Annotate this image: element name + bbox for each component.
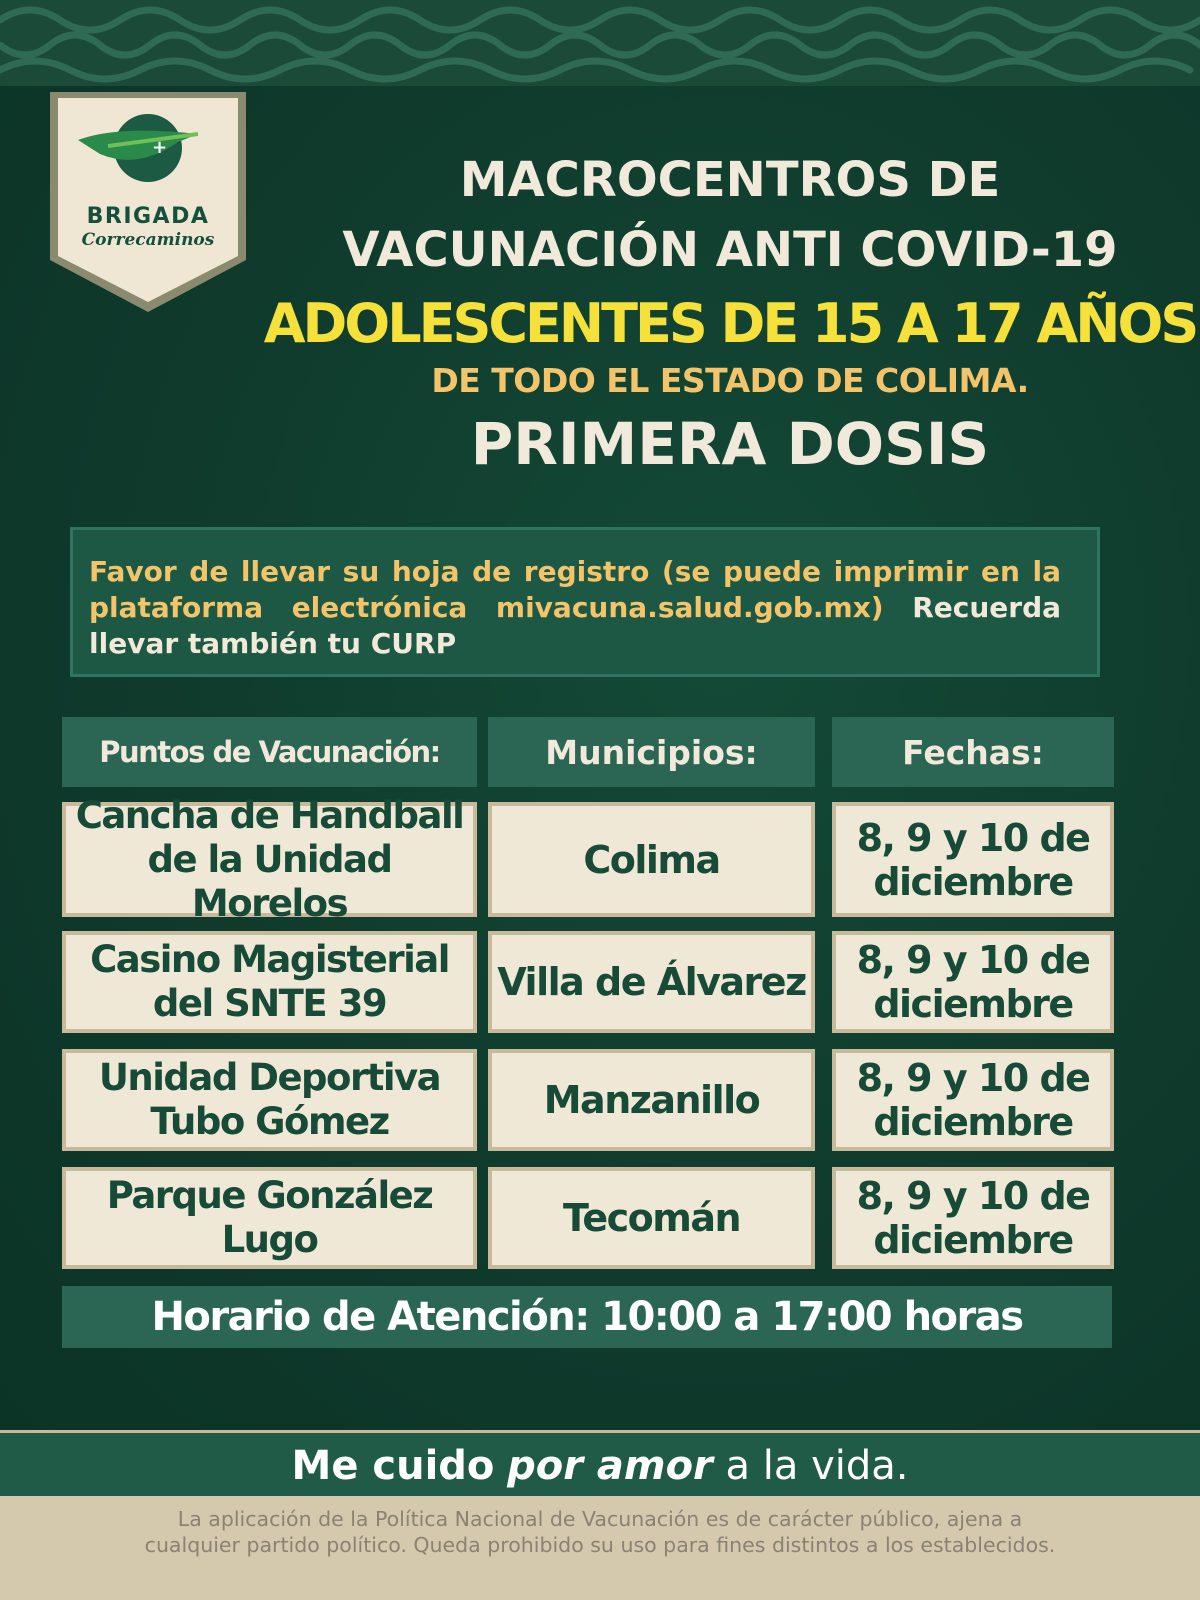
row-4-punto: Parque González Lugo (62, 1167, 477, 1269)
header-puntos: Puntos de Vacunación: (62, 717, 477, 787)
notice-text: Favor de llevar su hoja de registro (se puede imprimir en la plataforma electrónica mivacuna.salud.gob.mx) (89, 555, 1061, 624)
row-3-fecha: 8, 9 y 10 de diciembre (832, 1049, 1114, 1151)
legal-disclaimer (0, 1496, 1200, 1600)
row-3-punto: Unidad Deportiva Tubo Gómez (62, 1049, 477, 1151)
title-region: DE TODO EL ESTADO DE COLIMA. (431, 361, 1029, 400)
svg-text:+: + (152, 137, 168, 158)
notice-extra: Recuerda llevar también tu CURP (89, 591, 1062, 660)
slogan-part-1: Me cuido (291, 1443, 495, 1489)
header-fechas: Fechas: (832, 717, 1114, 787)
row-4-municipio: Tecomán (488, 1167, 815, 1269)
title-dose: PRIMERA DOSIS (470, 410, 990, 478)
row-2-punto: Casino Magisterial del SNTE 39 (62, 931, 477, 1033)
logo-subtitle: Correcaminos (81, 230, 215, 250)
row-1-fecha: 8, 9 y 10 de diciembre (832, 802, 1114, 917)
disclaimer-line-2: cualquier partido político. Queda prohibido su uso para fines distintos a los establecidos. (144, 1533, 1056, 1557)
hours-banner: Horario de Atención: 10:00 a 17:00 horas (62, 1286, 1112, 1348)
row-1-punto: Cancha de Handball de la Unidad Morelos (62, 802, 477, 917)
slogan-part-3: a la vida. (725, 1443, 909, 1489)
slogan-bar (0, 1430, 1200, 1499)
decorative-pattern-band (0, 0, 1200, 86)
slogan-part-2: por amor (507, 1443, 713, 1489)
row-2-municipio: Villa de Álvarez (488, 931, 815, 1033)
brigada-logo-badge (48, 90, 248, 320)
title-line-1: MACROCENTROS DE (459, 152, 1001, 208)
title-line-2: VACUNACIÓN ANTI COVID-19 (342, 222, 1118, 278)
logo-title: BRIGADA (86, 204, 210, 229)
row-1-municipio: Colima (488, 802, 815, 917)
disclaimer-line-1: La aplicación de la Política Nacional de Vacunación es de carácter público, ajena a (177, 1507, 1023, 1531)
header-municipios: Municipios: (488, 717, 815, 787)
greca-pattern-icon (0, 0, 1200, 86)
registration-notice (70, 527, 1100, 677)
title-audience: ADOLESCENTES DE 15 A 17 AÑOS (263, 292, 1197, 355)
row-3-municipio: Manzanillo (488, 1049, 815, 1151)
row-4-fecha: 8, 9 y 10 de diciembre (832, 1167, 1114, 1269)
row-2-fecha: 8, 9 y 10 de diciembre (832, 931, 1114, 1033)
